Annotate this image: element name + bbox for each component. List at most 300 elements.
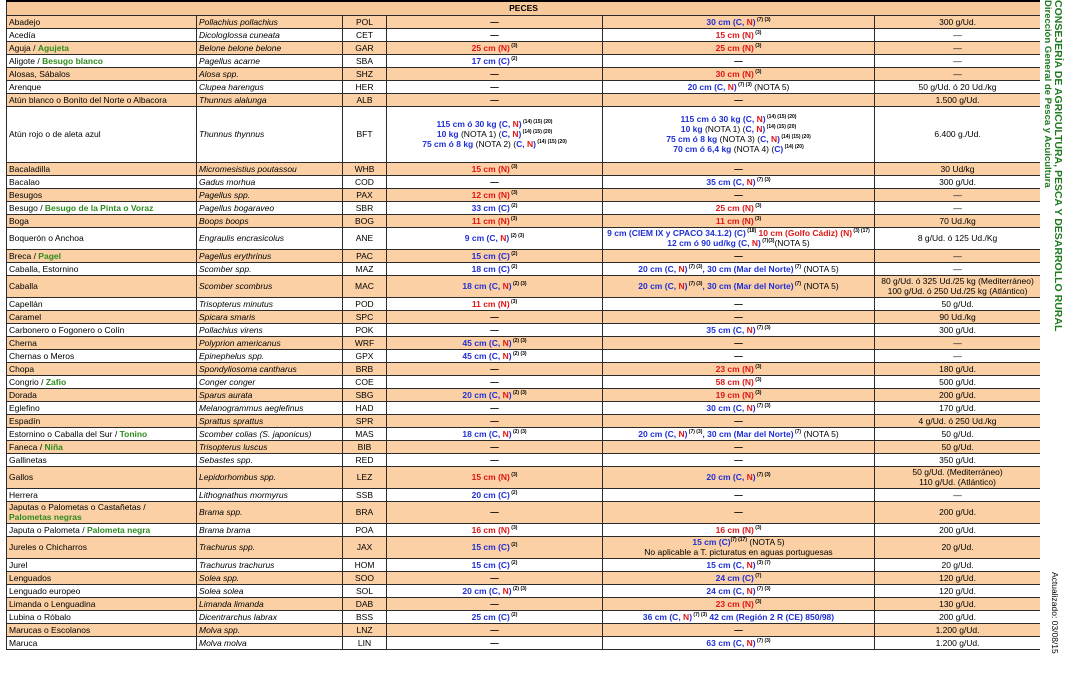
- scientific-name-cell: Spondyliosoma cantharus: [197, 362, 343, 375]
- table-row: [7, 388, 1041, 401]
- fao-code-cell: SBA: [343, 54, 387, 67]
- scientific-name-cell: Brama brama: [197, 523, 343, 536]
- text-run: (14) (15) (20): [521, 129, 553, 136]
- text-run: (NOTA 5): [801, 428, 839, 439]
- cell-line: [605, 30, 872, 40]
- text-run: (2): [509, 611, 518, 618]
- atlantic-size-cell: [603, 67, 875, 80]
- mediterranean-size-cell: [387, 310, 603, 323]
- text-run: 25 cm (: [471, 42, 501, 53]
- table-row: [7, 597, 1041, 610]
- weight-line: —: [953, 29, 962, 40]
- cell-line: [605, 338, 872, 348]
- text-run: 12 cm ó 90 ud/kg (: [667, 238, 741, 248]
- cell-line: [605, 390, 872, 400]
- text-run: (7): [753, 572, 762, 579]
- common-name-cell: [7, 15, 197, 28]
- text-run: ): [518, 119, 522, 129]
- text-run: 23 cm (: [715, 598, 745, 609]
- mediterranean-size-cell: [387, 336, 603, 349]
- text-run: (7) (3): [692, 611, 708, 618]
- weight-line: 500 g/Ud.: [939, 376, 976, 387]
- text-run: Capellán: [9, 298, 43, 309]
- cell-line: [389, 560, 600, 570]
- text-run: , 30 cm (Mar del Norte): [702, 263, 794, 274]
- scientific-name-cell: Thunnus alalunga: [197, 93, 343, 106]
- text-run: (14) (15) (20): [521, 119, 553, 126]
- atlantic-size-cell: [603, 214, 875, 227]
- text-run: 30 cm (: [706, 16, 736, 27]
- weight-line: —: [953, 350, 962, 361]
- mediterranean-size-cell: [387, 536, 603, 558]
- cell-line: [605, 43, 872, 53]
- fao-code-cell: POD: [343, 297, 387, 310]
- text-run: Caballa: [9, 281, 38, 291]
- text-run: 35 cm (: [706, 324, 736, 335]
- text-run: Eglefino: [9, 402, 40, 413]
- mediterranean-size-cell: [387, 201, 603, 214]
- table-row: [7, 610, 1041, 623]
- mediterranean-size-cell: [387, 15, 603, 28]
- text-run: ): [751, 598, 754, 609]
- min-weight-cell: [875, 249, 1041, 262]
- text-run: Congrio /: [9, 376, 46, 387]
- atlantic-size-cell: [603, 349, 875, 362]
- text-run: N: [678, 428, 685, 439]
- text-run: 30 cm (: [715, 68, 745, 79]
- text-run: Lenguado europeo: [9, 585, 81, 596]
- text-run: ): [508, 428, 512, 439]
- text-run: (7) (3): [755, 176, 771, 183]
- text-run: 9 cm (: [464, 233, 490, 243]
- text-run: N: [751, 238, 758, 248]
- text-run: (NOTA 2) (: [473, 139, 517, 149]
- min-weight-cell: [875, 323, 1041, 336]
- common-name-cell: [7, 28, 197, 41]
- table-row: [7, 536, 1041, 558]
- text-run: (3): [509, 42, 518, 49]
- fao-code-cell: PAX: [343, 188, 387, 201]
- text-run: ,: [741, 176, 747, 187]
- text-run: 9 cm (CIEM IX y CPACO 34.1.2) (C): [607, 228, 746, 238]
- common-name-cell: [7, 227, 197, 249]
- scientific-name-cell: Belone belone belone: [197, 41, 343, 54]
- text-run: N: [512, 129, 519, 139]
- scientific-name-cell: Trisopterus luscus: [197, 440, 343, 453]
- common-name-cell: [7, 597, 197, 610]
- weight-line: —: [953, 55, 962, 66]
- table-row: [7, 558, 1041, 571]
- text-run: —: [490, 415, 499, 426]
- text-run: , 30 cm (Mar del Norte): [702, 281, 794, 291]
- text-run: —: [734, 337, 743, 348]
- text-run: —: [734, 489, 743, 500]
- cell-line: [605, 638, 872, 648]
- text-run: —: [490, 507, 499, 517]
- text-run: Lubina o Róbalo: [9, 611, 71, 622]
- text-run: ): [751, 202, 754, 213]
- mediterranean-size-cell: [387, 401, 603, 414]
- fao-code-cell: ALB: [343, 93, 387, 106]
- cell-line: [389, 612, 600, 622]
- scientific-name-cell: Melanogrammus aeglefinus: [197, 401, 343, 414]
- atlantic-size-cell: [603, 501, 875, 523]
- text-run: ): [684, 428, 688, 439]
- text-run: ): [751, 29, 754, 40]
- cell-line: [605, 625, 872, 635]
- atlantic-size-cell: [603, 297, 875, 310]
- common-name-cell: [7, 466, 197, 488]
- cell-line: [605, 525, 872, 535]
- text-run: Niña: [44, 441, 63, 452]
- fao-code-cell: SPC: [343, 310, 387, 323]
- cell-line: [389, 442, 600, 452]
- atlantic-size-cell: [603, 28, 875, 41]
- common-name-cell: [7, 275, 197, 297]
- text-run: N: [746, 176, 753, 187]
- table-row: [7, 623, 1041, 636]
- fao-code-cell: BFT: [343, 106, 387, 162]
- cell-line: [389, 251, 600, 261]
- text-run: C: [745, 114, 752, 124]
- table-row: [7, 15, 1041, 28]
- weight-line: 50 g/Ud.: [941, 298, 974, 309]
- cell-line: [389, 264, 600, 274]
- text-run: N: [500, 189, 508, 200]
- cell-line: [389, 56, 600, 66]
- common-name-cell: [7, 571, 197, 584]
- table-row: [7, 214, 1041, 227]
- text-run: C: [491, 337, 498, 348]
- min-weight-cell: [875, 536, 1041, 558]
- text-run: 20 cm (: [638, 263, 668, 274]
- cell-line: [389, 599, 600, 609]
- text-run: (14) (20): [783, 144, 804, 151]
- weight-line: 6.400 g./Ud.: [934, 129, 981, 139]
- text-run: C: [672, 611, 679, 622]
- cell-line: [389, 281, 600, 291]
- text-run: N: [756, 114, 763, 124]
- text-run: 45 cm (: [462, 350, 492, 361]
- text-run: ): [750, 215, 754, 226]
- mediterranean-size-cell: [387, 453, 603, 466]
- common-name-cell: [7, 536, 197, 558]
- text-run: 10 kg: [436, 129, 459, 139]
- scientific-name-cell: Sparus aurata: [197, 388, 343, 401]
- atlantic-size-cell: [603, 362, 875, 375]
- fao-code-cell: SOO: [343, 571, 387, 584]
- cell-line: [605, 612, 872, 622]
- text-run: ): [507, 472, 510, 482]
- text-run: (14) (15) (20): [765, 124, 797, 131]
- fao-code-cell: SPR: [343, 414, 387, 427]
- text-run: ,: [497, 585, 503, 596]
- text-run: 115 cm ó 30 kg (: [436, 119, 502, 129]
- text-run: —: [734, 55, 743, 66]
- text-run: (2) (3): [511, 350, 527, 357]
- cell-line: [605, 377, 872, 387]
- scientific-name-cell: Thunnus thynnus: [197, 106, 343, 162]
- table-row: [7, 28, 1041, 41]
- cell-line: [605, 203, 872, 213]
- text-run: (7) (3): [755, 402, 771, 409]
- table-row: [7, 175, 1041, 188]
- text-run: 63 cm (: [706, 637, 736, 648]
- text-run: (3): [509, 189, 518, 196]
- scientific-name-cell: Trachurus trachurus: [197, 558, 343, 571]
- weight-line: 300 g/Ud.: [939, 16, 976, 27]
- scientific-name-cell: Pagellus bogaraveo: [197, 201, 343, 214]
- mediterranean-size-cell: [387, 275, 603, 297]
- fao-code-cell: HOM: [343, 558, 387, 571]
- text-run: ): [518, 129, 522, 139]
- scientific-name-cell: Conger conger: [197, 375, 343, 388]
- text-run: N: [746, 324, 753, 335]
- text-run: —: [734, 624, 743, 635]
- common-name-cell: [7, 80, 197, 93]
- text-run: Marucas o Escolanos: [9, 624, 91, 635]
- text-run: N: [727, 81, 734, 92]
- text-run: Dorada: [9, 389, 37, 400]
- scientific-name-cell: Pollachius pollachius: [197, 15, 343, 28]
- text-run: ): [507, 163, 510, 174]
- weight-line: 20 g/Ud.: [941, 542, 974, 552]
- atlantic-size-cell: [603, 571, 875, 584]
- text-run: Pagel: [38, 250, 61, 261]
- min-weight-cell: [875, 362, 1041, 375]
- cell-line: [605, 69, 872, 79]
- sidebar-subtitle: Dirección General de Pesca y Acuicultura: [1042, 0, 1053, 188]
- scientific-name-cell: Pollachius virens: [197, 323, 343, 336]
- atlantic-size-cell: [603, 93, 875, 106]
- weight-line: 300 g/Ud.: [939, 176, 976, 187]
- common-name-cell: [7, 67, 197, 80]
- table-row: [7, 275, 1041, 297]
- text-run: —: [734, 94, 743, 105]
- text-run: N: [744, 215, 751, 226]
- text-run: Jurel: [9, 559, 28, 570]
- atlantic-size-cell: [603, 323, 875, 336]
- table-row: [7, 310, 1041, 323]
- text-run: C: [735, 402, 742, 413]
- text-run: ): [777, 134, 780, 144]
- text-run: 15 cm (: [715, 29, 745, 40]
- text-run: ,: [497, 350, 503, 361]
- table-row: [7, 414, 1041, 427]
- weight-line: 80 g/Ud. ó 325 Ud./25 kg (Mediterráneo): [881, 276, 1034, 286]
- atlantic-size-cell: [603, 201, 875, 214]
- min-weight-cell: [875, 15, 1041, 28]
- table-row: [7, 54, 1041, 67]
- table-row: [7, 349, 1041, 362]
- mediterranean-size-cell: [387, 362, 603, 375]
- scientific-name-cell: Polyprion americanus: [197, 336, 343, 349]
- cell-line: [389, 177, 600, 187]
- text-run: ): [752, 324, 756, 335]
- mediterranean-size-cell: [387, 106, 603, 162]
- text-run: 16 cm (: [715, 524, 745, 535]
- mediterranean-size-cell: [387, 297, 603, 310]
- text-run: C: [491, 428, 498, 439]
- text-run: ,: [741, 402, 747, 413]
- text-run: Japuta o Palometa /: [9, 524, 87, 535]
- cell-line: [605, 190, 872, 200]
- text-run: Aligote /: [9, 55, 43, 66]
- scientific-name-cell: Lepidorhombus spp.: [197, 466, 343, 488]
- text-run: Cherna: [9, 337, 37, 348]
- text-run: —: [734, 189, 743, 200]
- fao-code-cell: LNZ: [343, 623, 387, 636]
- min-weight-cell: [875, 297, 1041, 310]
- scientific-name-cell: Molva spp.: [197, 623, 343, 636]
- text-run: ,: [507, 129, 513, 139]
- text-run: 115 cm ó 30 kg (: [680, 114, 746, 124]
- text-run: 30 cm (: [706, 402, 736, 413]
- scientific-name-cell: Scomber scombrus: [197, 275, 343, 297]
- text-run: Boga: [9, 215, 29, 226]
- text-run: —: [734, 507, 743, 517]
- min-weight-cell: [875, 501, 1041, 523]
- common-name-cell: [7, 262, 197, 275]
- cell-line: [389, 203, 600, 213]
- text-run: (2): [509, 559, 518, 566]
- text-run: 20 cm (: [462, 389, 492, 400]
- table-row: [7, 297, 1041, 310]
- text-run: 20 cm (: [687, 81, 717, 92]
- fao-code-cell: BOG: [343, 214, 387, 227]
- cell-line: [605, 264, 872, 274]
- text-run: Caramel: [9, 311, 42, 322]
- text-run: Estornino o Caballa del Sur /: [9, 428, 120, 439]
- atlantic-size-cell: [603, 275, 875, 297]
- text-run: Herrera: [9, 489, 38, 500]
- atlantic-size-cell: [603, 41, 875, 54]
- text-run: ): [506, 233, 510, 243]
- text-run: Japutas o Palometas o Castañetas /: [9, 502, 146, 512]
- common-name-cell: [7, 636, 197, 649]
- cell-line: [389, 472, 600, 482]
- text-run: N: [746, 559, 753, 570]
- atlantic-size-cell: [603, 623, 875, 636]
- weight-line: 120 g/Ud.: [939, 585, 976, 596]
- text-run: ,: [678, 611, 684, 622]
- text-run: ): [752, 176, 756, 187]
- cell-line: [605, 251, 872, 261]
- text-run: Boquerón o Anchoa: [9, 233, 84, 243]
- text-run: Bacaladilla: [9, 163, 51, 174]
- text-run: C: [491, 389, 498, 400]
- scientific-name-cell: Scomber spp.: [197, 262, 343, 275]
- table-row: [7, 440, 1041, 453]
- text-run: C: [491, 350, 498, 361]
- text-run: N: [746, 402, 753, 413]
- cell-line: [605, 573, 872, 583]
- text-run: C: [501, 119, 508, 129]
- scientific-name-cell: Limanda limanda: [197, 597, 343, 610]
- fao-code-cell: GAR: [343, 41, 387, 54]
- min-weight-cell: [875, 488, 1041, 501]
- fao-code-cell: MAZ: [343, 262, 387, 275]
- common-name-cell: [7, 188, 197, 201]
- table-row: [7, 336, 1041, 349]
- text-run: (7) (3): [755, 324, 771, 331]
- scientific-name-cell: Engraulis encrasicolus: [197, 227, 343, 249]
- fao-code-cell: BSS: [343, 610, 387, 623]
- text-run: (7) (3): [736, 81, 752, 88]
- atlantic-size-cell: [603, 249, 875, 262]
- min-weight-cell: [875, 414, 1041, 427]
- common-name-cell: [7, 297, 197, 310]
- text-run: Chernas o Meros: [9, 350, 75, 361]
- common-name-cell: [7, 214, 197, 227]
- mediterranean-size-cell: [387, 93, 603, 106]
- text-run: 35 cm (: [706, 176, 736, 187]
- text-run: Arenque: [9, 81, 42, 92]
- text-run: —: [490, 441, 499, 452]
- text-run: N: [744, 202, 752, 213]
- table-row: [7, 93, 1041, 106]
- text-run: (2): [509, 250, 518, 257]
- text-run: 20 cm (: [462, 585, 492, 596]
- weight-line: —: [953, 263, 962, 274]
- cell-line: [389, 82, 600, 92]
- common-name-cell: [7, 388, 197, 401]
- text-run: Acedía: [9, 29, 36, 40]
- text-run: 75 cm ó 8 kg: [422, 139, 474, 149]
- text-run: C: [491, 585, 498, 596]
- text-run: 24 cm (C): [715, 572, 754, 583]
- cell-line: [605, 144, 872, 154]
- text-run: (2) (3): [509, 233, 525, 240]
- cell-line: [605, 560, 872, 570]
- mediterranean-size-cell: [387, 54, 603, 67]
- mediterranean-size-cell: [387, 597, 603, 610]
- cell-line: [389, 216, 600, 226]
- text-run: —: [490, 376, 499, 387]
- min-weight-cell: [875, 275, 1041, 297]
- text-run: —: [490, 402, 499, 413]
- fao-code-cell: SBG: [343, 388, 387, 401]
- common-name-cell: [7, 41, 197, 54]
- text-run: N: [746, 472, 753, 482]
- table-row: [7, 106, 1041, 162]
- cell-line: [389, 325, 600, 335]
- text-run: —: [734, 163, 743, 174]
- text-run: ,: [751, 124, 757, 134]
- text-run: 15 cm (: [471, 163, 501, 174]
- mediterranean-size-cell: [387, 214, 603, 227]
- text-run: Abadejo: [9, 16, 41, 27]
- atlantic-size-cell: [603, 584, 875, 597]
- cell-line: [389, 351, 600, 361]
- fao-code-cell: BRB: [343, 362, 387, 375]
- text-run: ): [508, 350, 512, 361]
- common-name-cell: [7, 558, 197, 571]
- text-run: ): [780, 144, 784, 154]
- regulation-sheet: [6, 0, 1040, 675]
- text-run: C: [735, 559, 742, 570]
- text-run: Aguja /: [9, 42, 38, 53]
- table-row: [7, 249, 1041, 262]
- text-run: Lenguados: [9, 572, 52, 583]
- text-run: ): [733, 81, 737, 92]
- text-run: Carbonero o Fogonero o Colín: [9, 324, 125, 335]
- text-run: ): [752, 559, 756, 570]
- text-run: (7) (3): [755, 585, 771, 592]
- text-run: (7) (3): [687, 263, 703, 270]
- min-weight-cell: [875, 41, 1041, 54]
- text-run: 10 cm (Golfo Cádiz) (N): [756, 228, 853, 238]
